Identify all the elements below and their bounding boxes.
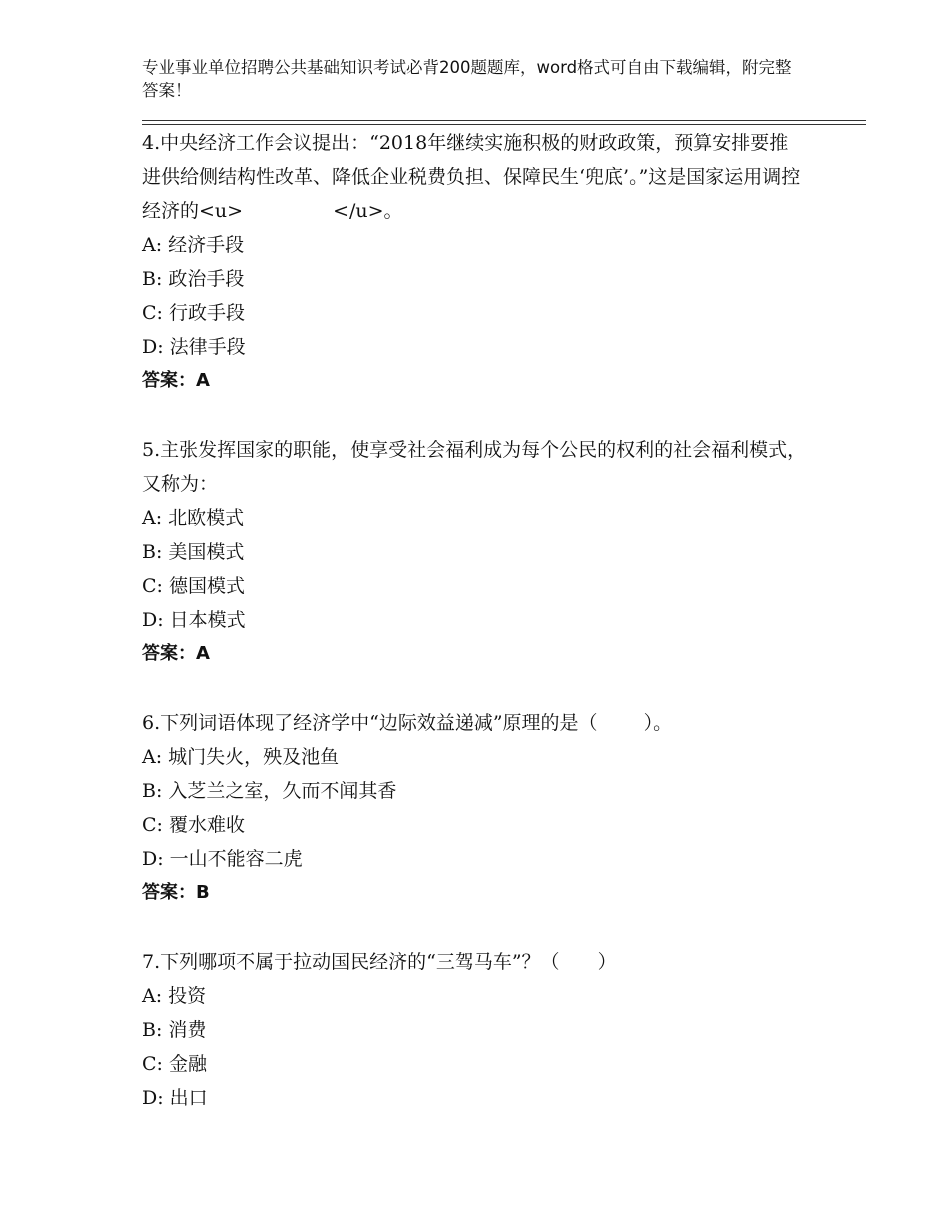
option-c: C: 德国模式 (142, 575, 245, 597)
question-4 (142, 126, 807, 398)
question-stem (142, 706, 807, 740)
option-c: C: 覆水难收 (142, 814, 245, 836)
answer: 答案：B (142, 882, 210, 903)
question-stem-text: 6.下列词语体现了经济学中“边际效益递减”原理的是（ (142, 712, 598, 734)
option-b: B: 入芝兰之室，久而不闻其香 (142, 780, 397, 802)
option-a: A: 北欧模式 (142, 507, 245, 529)
option-a: A: 城门失火，殃及池鱼 (142, 746, 340, 768)
option-a: A: 经济手段 (142, 234, 245, 256)
option-d: D: 出口 (142, 1087, 208, 1109)
header-text: 专业事业单位招聘公共基础知识考试必背200题题库，word格式可自由下载编辑，附完整答案！ (142, 58, 792, 100)
question-stem (142, 126, 807, 228)
option-b: B: 消费 (142, 1019, 207, 1041)
question-stem-text-end: </u>。 (333, 200, 403, 222)
question-stem: 5.主张发挥国家的职能，使享受社会福利成为每个公民的权利的社会福利模式，又称为： (142, 439, 807, 495)
option-d: D: 法律手段 (142, 336, 246, 358)
question-stem-text-end: ）。 (643, 712, 673, 734)
answer: 答案：A (142, 643, 210, 664)
option-b: B: 美国模式 (142, 541, 245, 563)
question-stem-text-end: ） (597, 951, 617, 973)
question-7 (142, 945, 807, 1115)
option-c: C: 行政手段 (142, 302, 245, 324)
answer: 答案：A (142, 370, 210, 391)
option-d: D: 一山不能容二虎 (142, 848, 303, 870)
question-stem-text: 4.中央经济工作会议提出：“2018年继续实施积极的财政政策，预算安排要推进供给侧结构性改革、降低企业税费负担、保障民生‘兜底’。”这是国家运用调控经济的<u> (142, 132, 801, 222)
question-5 (142, 433, 807, 671)
option-c: C: 金融 (142, 1053, 207, 1075)
option-a: A: 投资 (142, 985, 207, 1007)
header-divider-top (142, 120, 866, 121)
option-b: B: 政治手段 (142, 268, 245, 290)
question-stem (142, 945, 807, 979)
question-stem-text: 7.下列哪项不属于拉动国民经济的“三驾马车”？（ (142, 951, 560, 973)
option-d: D: 日本模式 (142, 609, 246, 631)
question-6 (142, 706, 807, 910)
document-header (142, 56, 792, 102)
